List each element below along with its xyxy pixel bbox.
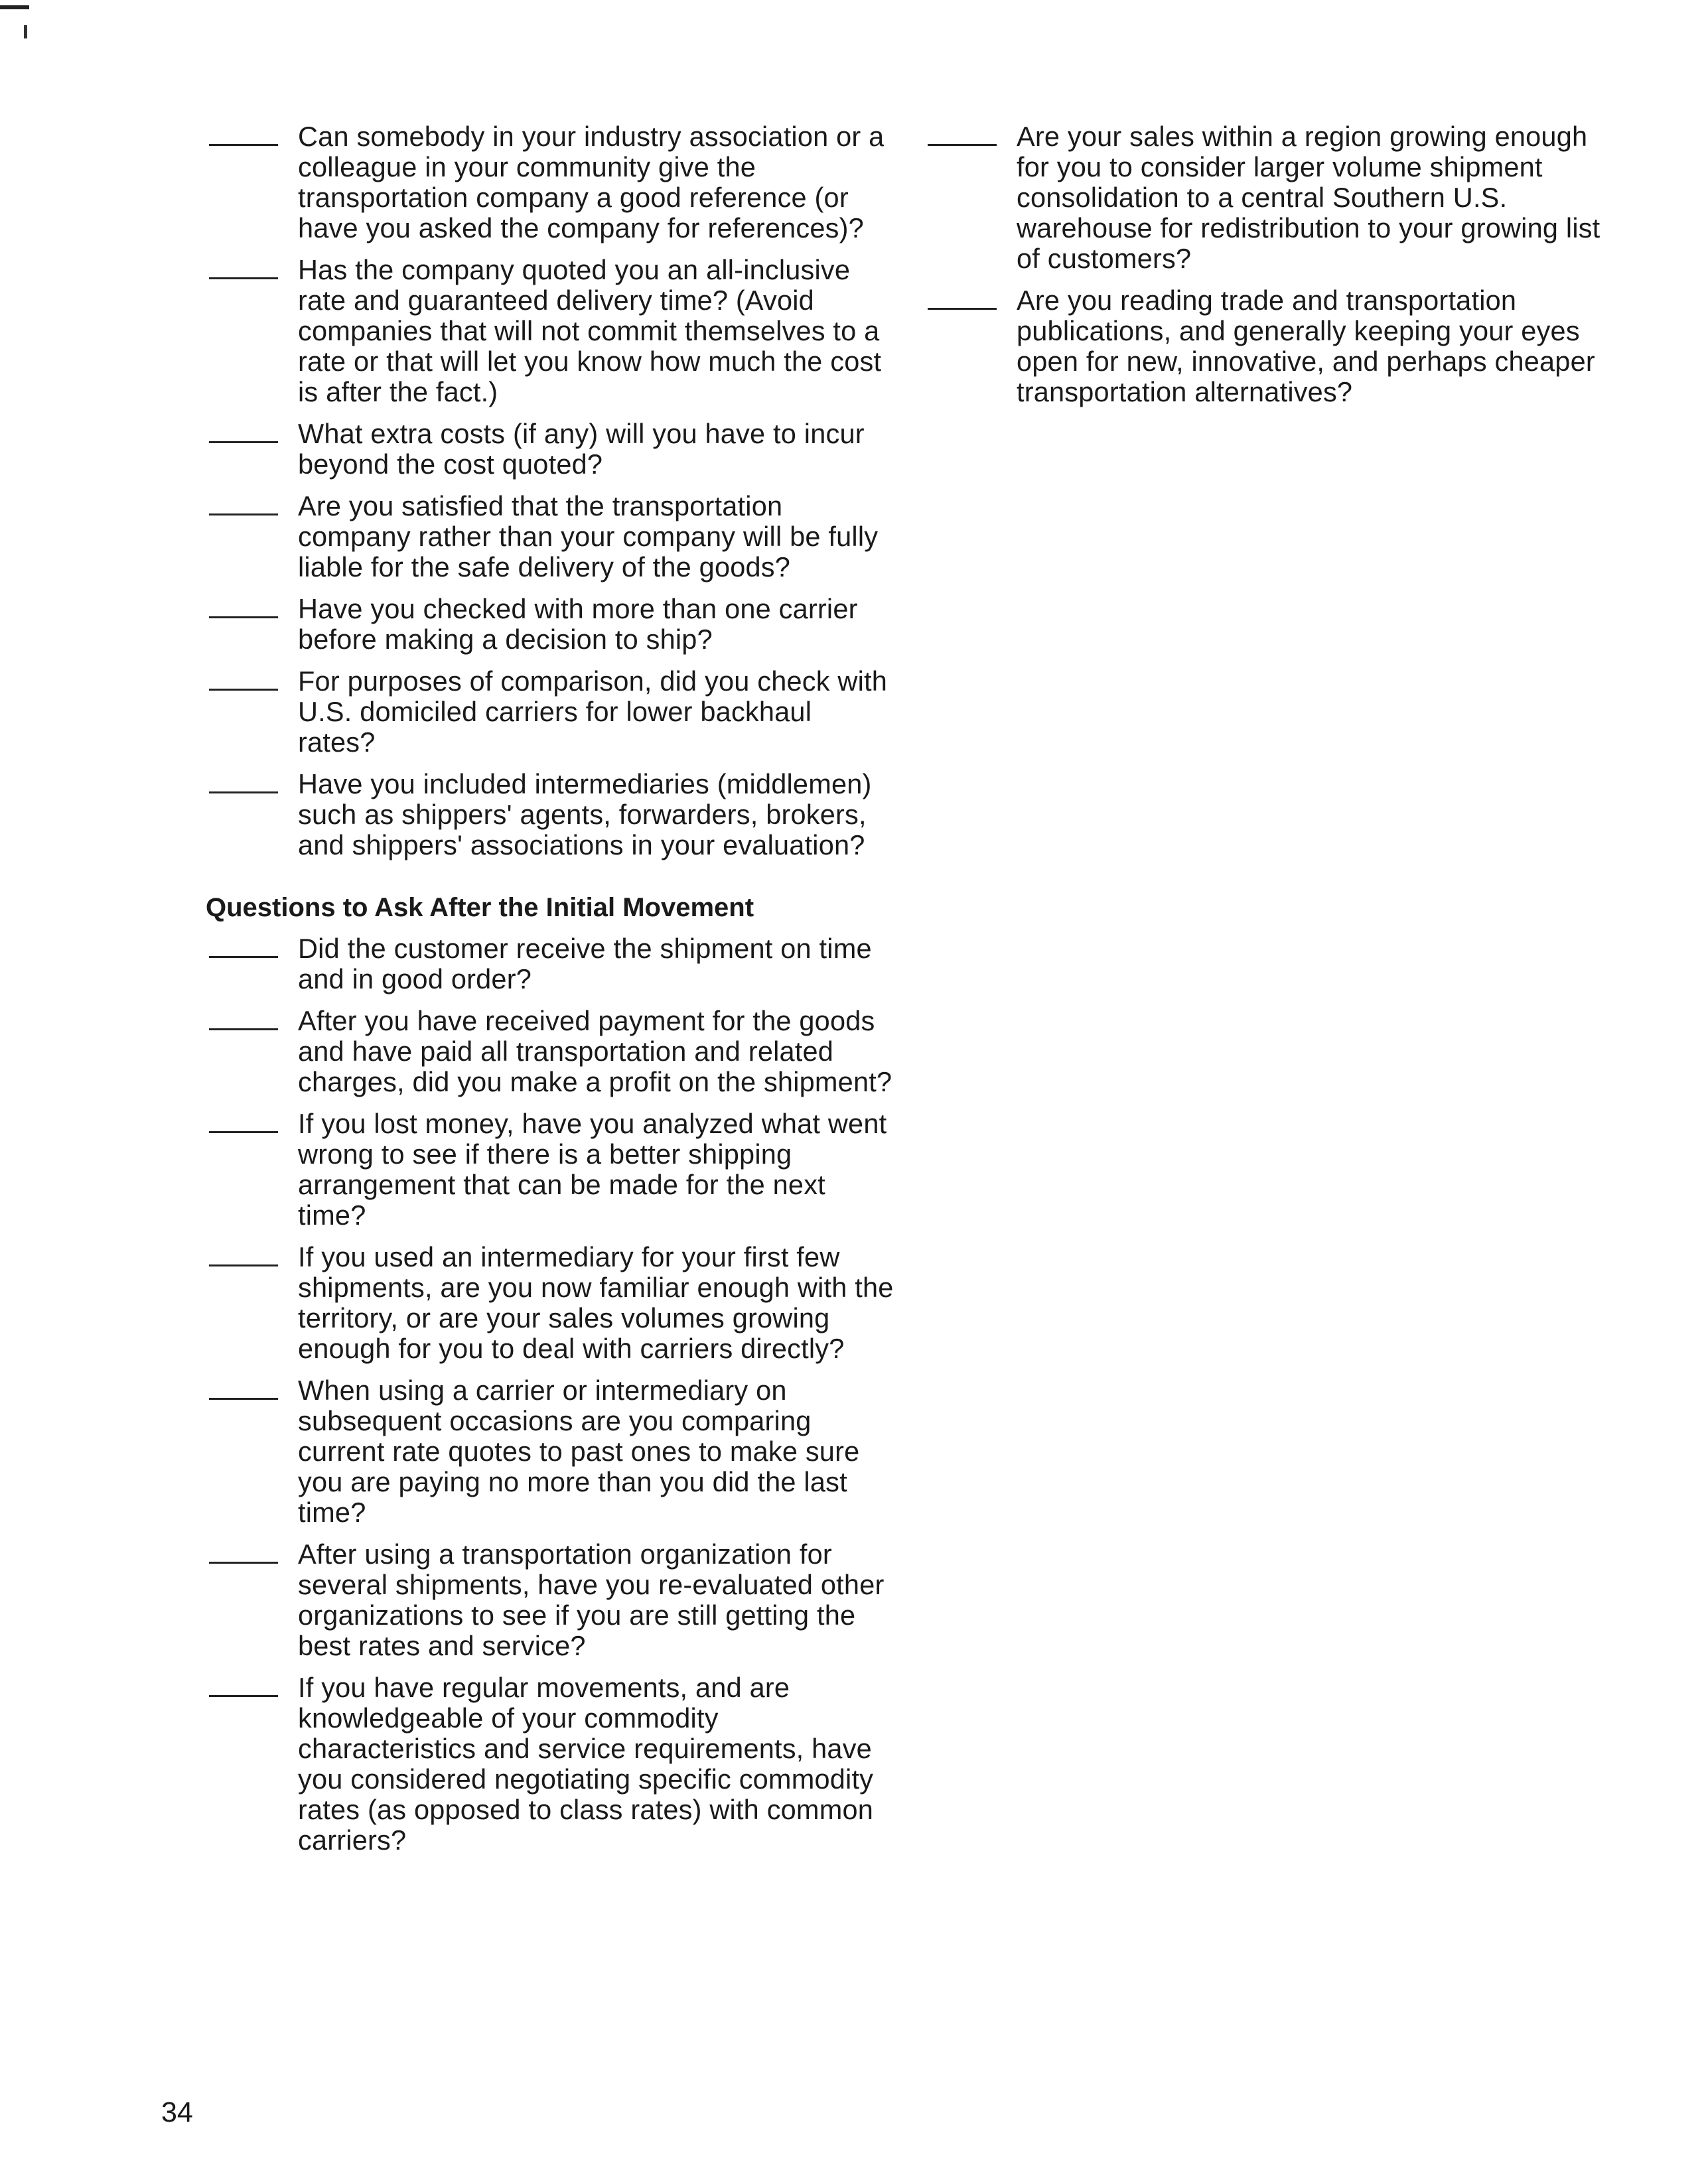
crop-mark bbox=[0, 5, 29, 9]
question-text: Can somebody in your industry association or a colleague in your community give the transportation company a good reference (or have you asked the company for references)? bbox=[298, 121, 885, 243]
checkbox-blank[interactable] bbox=[209, 1539, 278, 1564]
checkbox-blank[interactable] bbox=[209, 1109, 278, 1133]
checkbox-blank[interactable] bbox=[209, 255, 278, 279]
checklist-item bbox=[202, 1539, 896, 1661]
question-text: After you have received payment for the goods and have paid all transportation and related charges, did you make a profit on the shipment? bbox=[298, 1005, 892, 1097]
checkbox-blank[interactable] bbox=[209, 491, 278, 515]
checkbox-blank[interactable] bbox=[209, 1006, 278, 1030]
question-text: Have you included intermediaries (middlemen) such as shippers' agents, forwarders, brokers, and shippers' associations in your evaluation? bbox=[298, 768, 872, 860]
checkbox-blank[interactable] bbox=[209, 1375, 278, 1400]
checklist-item bbox=[202, 1242, 896, 1364]
checklist-item bbox=[921, 121, 1624, 274]
question-text: When using a carrier or intermediary on subsequent occasions are you comparing current rate quotes to past ones to make sure you are paying no more than you did the last time? bbox=[298, 1375, 860, 1528]
question-text: Are you satisfied that the transportation company rather than your company will be fully liable for the safe delivery of the goods? bbox=[298, 490, 879, 582]
checkbox-blank[interactable] bbox=[209, 121, 278, 146]
checkbox-blank[interactable] bbox=[209, 1672, 278, 1697]
checklist-item bbox=[202, 419, 896, 480]
checkbox-blank[interactable] bbox=[209, 1242, 278, 1266]
question-text: If you used an intermediary for your first few shipments, are you now familiar enough with the territory, or are your sales volumes growing enough for you to deal with carriers directly? bbox=[298, 1241, 894, 1364]
checkbox-blank[interactable] bbox=[209, 769, 278, 793]
question-text: Did the customer receive the shipment on time and in good order? bbox=[298, 933, 872, 994]
question-text: What extra costs (if any) will you have to incur beyond the cost quoted? bbox=[298, 418, 865, 480]
checklist-item bbox=[202, 1375, 896, 1528]
question-text: If you have regular movements, and are knowledgeable of your commodity characteristics and service requirements, have you considered negotiating specific commodity rates (as opposed to class rates) with common carriers? bbox=[298, 1672, 874, 1856]
checklist-item bbox=[202, 1672, 896, 1856]
checkbox-blank[interactable] bbox=[209, 419, 278, 443]
question-text: Have you checked with more than one carrier before making a decision to ship? bbox=[298, 593, 858, 655]
question-text: For purposes of comparison, did you check with U.S. domiciled carriers for lower backhaul rates? bbox=[298, 665, 888, 758]
section-heading: Questions to Ask After the Initial Movement bbox=[206, 893, 754, 922]
checklist-item bbox=[921, 285, 1624, 407]
checkbox-blank[interactable] bbox=[928, 121, 997, 146]
checkbox-blank[interactable] bbox=[209, 933, 278, 958]
checkbox-blank[interactable] bbox=[209, 666, 278, 691]
left-column bbox=[202, 121, 896, 1867]
checklist-item bbox=[202, 666, 896, 758]
question-text: Are your sales within a region growing enough for you to consider larger volume shipment consolidation to a central Southern U.S. warehouse for redistribution to your growing list of customers? bbox=[1017, 121, 1600, 274]
checklist-item bbox=[202, 1109, 896, 1231]
page-number: 34 bbox=[161, 2096, 193, 2128]
checklist-item bbox=[202, 594, 896, 655]
checklist-item bbox=[202, 933, 896, 994]
checklist-item bbox=[202, 1006, 896, 1097]
question-text: If you lost money, have you analyzed what went wrong to see if there is a better shipping arrangement that can be made for the next time? bbox=[298, 1108, 887, 1231]
question-text: Has the company quoted you an all-inclusive rate and guaranteed delivery time? (Avoid companies that will not commit themselves to a rate or that will let you know how much the cost is after the fact.) bbox=[298, 254, 882, 407]
checkbox-blank[interactable] bbox=[209, 594, 278, 618]
checklist-item bbox=[202, 255, 896, 407]
checklist-item bbox=[202, 121, 896, 243]
question-text: Are you reading trade and transportation publications, and generally keeping your eyes open for new, innovative, and perhaps cheaper transportation alternatives? bbox=[1017, 285, 1595, 407]
checklist-item bbox=[202, 769, 896, 860]
right-column bbox=[921, 121, 1624, 419]
checklist-item bbox=[202, 491, 896, 582]
question-text: After using a transportation organization for several shipments, have you re-evaluated other organizations to see if you are still getting the best rates and service? bbox=[298, 1538, 885, 1661]
checkbox-blank[interactable] bbox=[928, 285, 997, 310]
crop-tick bbox=[24, 25, 27, 38]
